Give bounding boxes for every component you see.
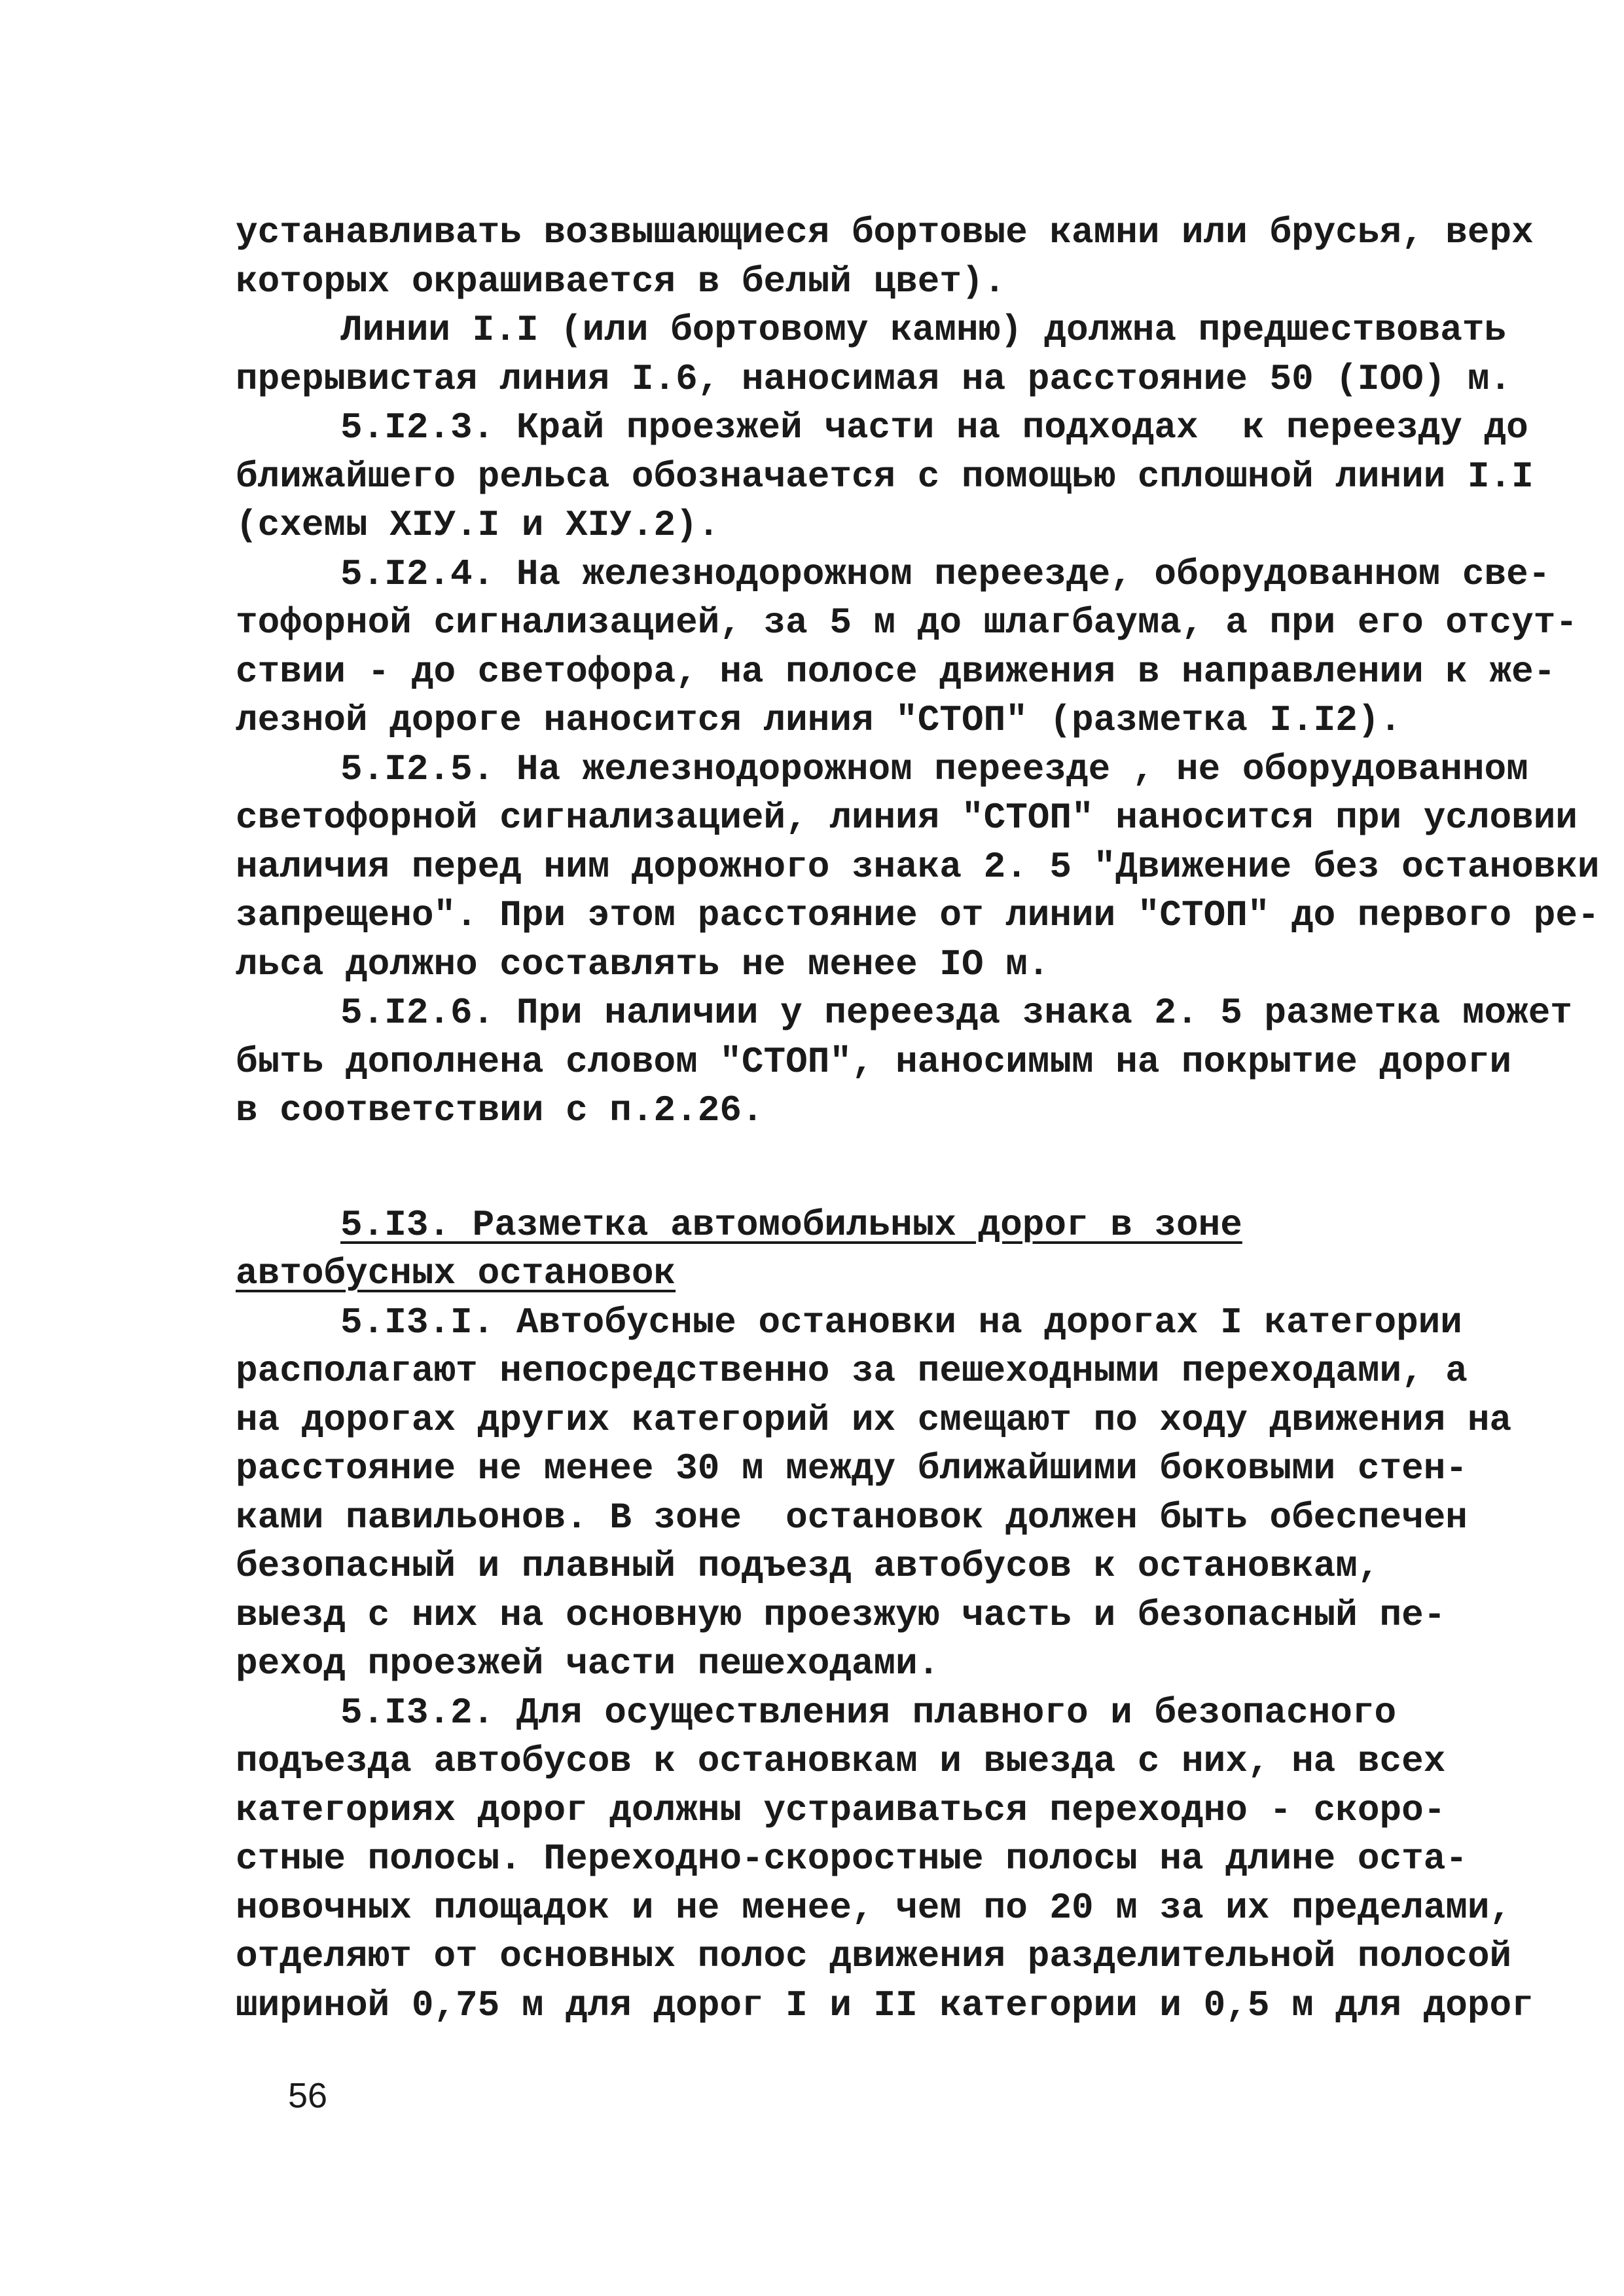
text-line: прерывистая линия I.6, наносимая на расстояние 50 (IOO) м. (236, 357, 1512, 400)
text-line: располагают непосредственно за пешеходными переходами, а (236, 1350, 1468, 1392)
text-line: в соответствии с п.2.26. (236, 1089, 764, 1131)
text-line: 5.I2.6. При наличии у переезда знака 2. 5 разметка может (340, 992, 1572, 1034)
text-line: лезной дороге наносится линия "СТОП" (разметка I.I2). (236, 699, 1402, 741)
text-line: выезд с них на основную проезжую часть и безопасный пе- (236, 1594, 1446, 1636)
body-text (236, 208, 1600, 2030)
text-line: 5.I3.I. Автобусные остановки на дорогах I категории (340, 1301, 1462, 1343)
page-number: 56 (288, 2076, 328, 2115)
text-line: 5.I2.3. Край проезжей части на подходах к переезду до (340, 407, 1528, 448)
text-line: на дорогах других категорий их смещают по ходу движения на (236, 1398, 1512, 1441)
text-line: запрещено". При этом расстояние от линии "СТОП" до первого ре- (236, 894, 1600, 936)
section-heading: 5.I3. Разметка автомобильных дорог в зоне (340, 1203, 1242, 1246)
text-line: льса должно составлять не менее IO м. (236, 943, 1050, 985)
text-line: 5.I3.2. Для осуществления плавного и безопасного (340, 1691, 1397, 1734)
text-line: шириной 0,75 м для дорог I и II категории и 0,5 м для дорог (236, 1984, 1534, 2026)
text-line: Линии I.I (или бортовому камню) должна предшествовать (340, 309, 1507, 351)
text-line: которых окрашивается в белый цвет). (236, 260, 1006, 302)
text-line: устанавливать возвышающиеся бортовые камни или брусья, верх (236, 211, 1534, 253)
text-line: 5.I2.5. На железнодорожном переезде , не оборудованном (340, 748, 1528, 790)
text-line: отделяют от основных полос движения разделительной полосой (236, 1935, 1512, 1977)
section-heading: автобусных остановок (236, 1252, 676, 1294)
text-line: 5.I2.4. На железнодорожном переезде, оборудованном све- (340, 553, 1551, 595)
text-line: светофорной сигнализацией, линия "СТОП" наносится при условии (236, 797, 1578, 839)
text-line: тофорной сигнализацией, за 5 м до шлагбаума, а при его отсут- (236, 602, 1578, 644)
text-line: ближайшего рельса обозначается с помощью сплошной линии I.I (236, 455, 1534, 498)
text-line: ками павильонов. В зоне остановок должен быть обеспечен (236, 1496, 1468, 1539)
section-gap (236, 1135, 1466, 1201)
text-line: подъезда автобусов к остановкам и выезда с них, на всех (236, 1740, 1446, 1782)
text-line: безопасный и плавный подъезд автобусов к остановкам, (236, 1545, 1380, 1587)
text-line: категориях дорог должны устраиваться переходно - скоро- (236, 1789, 1446, 1831)
text-line: реход проезжей части пешеходами. (236, 1643, 940, 1685)
text-line: (схемы XIУ.I и XIУ.2). (236, 504, 720, 546)
text-line: наличия перед ним дорожного знака 2. 5 "Движение без остановки (236, 845, 1600, 888)
text-line: расстояние не менее 30 м между ближайшими боковыми стен- (236, 1448, 1468, 1489)
text-line: ствии - до светофора, на полосе движения в направлении к же- (236, 650, 1556, 693)
text-line: стные полосы. Переходно-скоростные полосы на длине оста- (236, 1838, 1468, 1880)
text-line: новочных площадок и не менее, чем по 20 м за их пределами, (236, 1886, 1512, 1929)
text-line: быть дополнена словом "СТОП", наносимым на покрытие дороги (236, 1040, 1512, 1083)
